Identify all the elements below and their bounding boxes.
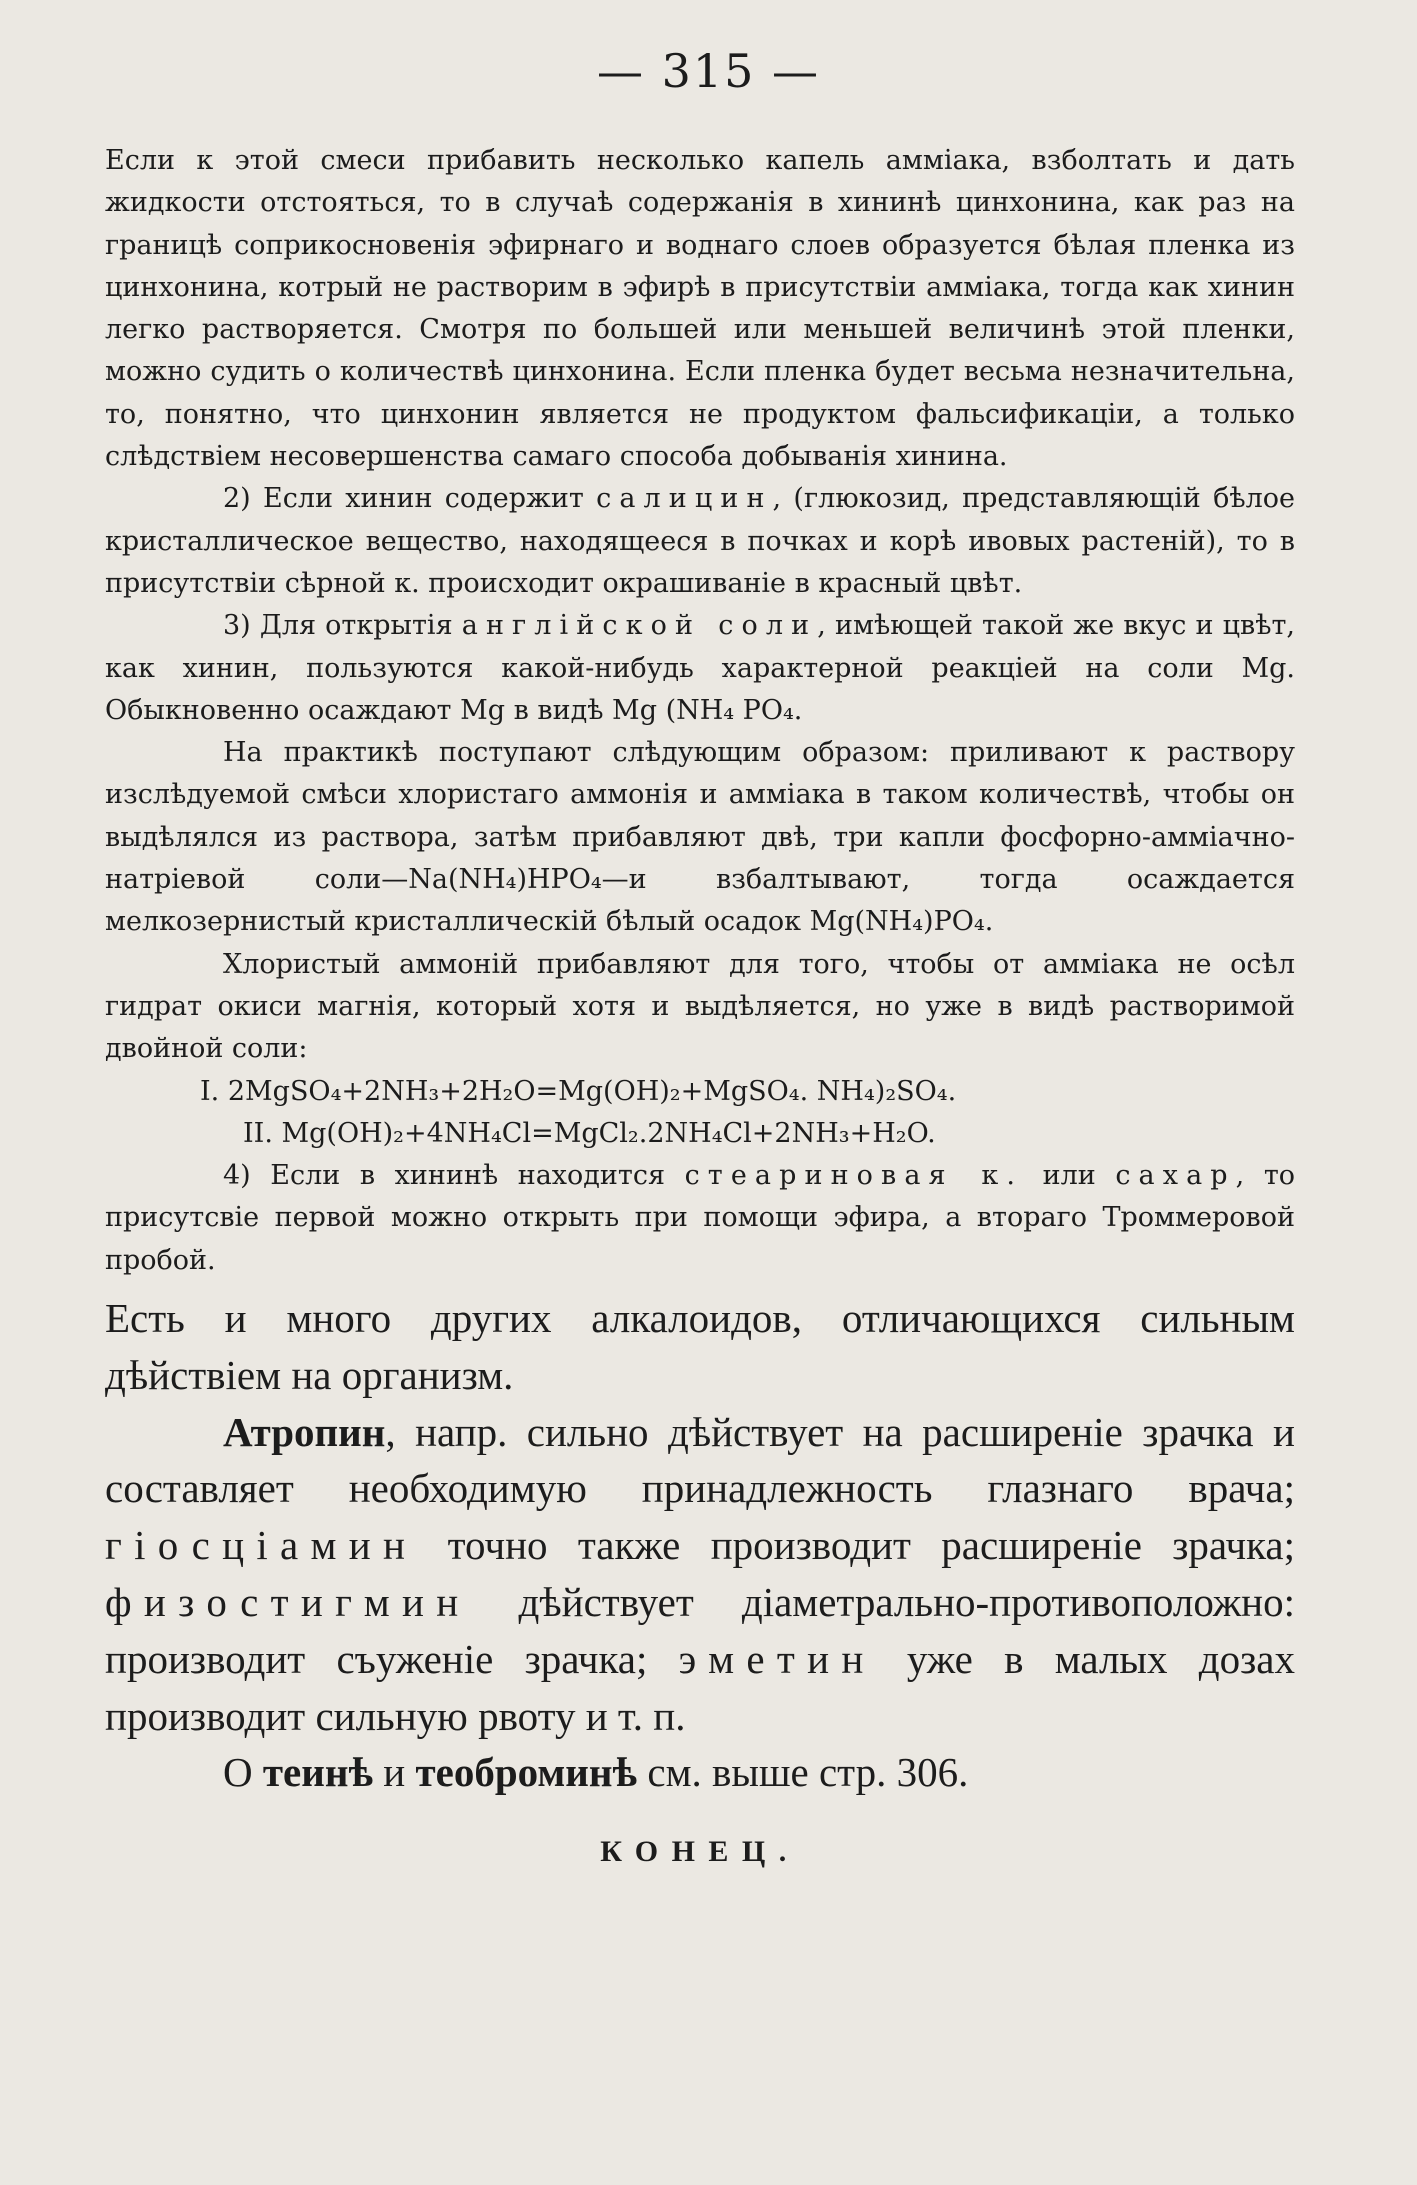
term-emetine: эметин: [678, 1635, 876, 1682]
term-physostigmine: физостигмин: [105, 1579, 471, 1625]
term-hyoscyamine: гіосціамин: [105, 1522, 418, 1569]
formula-2: II. Mg(OH)₂+4NH₄Cl=MgCl₂.2NH₄Cl+2NH₃+H₂O.: [243, 1117, 936, 1149]
text-run: 2) Если хинин содержит: [223, 483, 597, 515]
paragraph-practice: На практикѣ поступают слѣдующим образом: приливают к раствору изслѣдуемой смѣси хлористаго аммонія и амміака в таком количествѣ, чтобы он выдѣлялся из раствора, затѣм прибавляют двѣ, три капли фосфорно-амміачно-натріевой соли—Na(NH₄)HPO₄—и взбалтывают, тогда осаждается мелкозернистый кристаллическій бѣлый осадок Mg(NH₄)PO₄.: [105, 737, 1295, 938]
paragraph-other-alkaloids: Есть и много других алкалоидов, отличающихся сильным дѣйствіем на организм.: [105, 1295, 1295, 1398]
text-run: 4) Если в хининѣ находится: [223, 1160, 685, 1192]
page-number: — 315 —: [596, 44, 821, 98]
text-run: О: [223, 1749, 263, 1796]
paragraph-english-salt: [105, 605, 1295, 732]
paragraph-salicin: [105, 478, 1295, 605]
text-run: , напр. сильно дѣйствует на расширеніе зрачка и составляет необходимую принадлежность глазнаго врача;: [105, 1408, 1295, 1512]
formula-1: I. 2MgSO₄+2NH₃+2H₂O=Mg(OH)₂+MgSO₄. NH₄)₂SO₄.: [200, 1075, 957, 1107]
text-run: , имѣющей такой же вкус и цвѣт, как хинин, пользуются какой-нибудь характерной реакціей на соли Mg. Обыкновенно осаждают Mg в видѣ Mg (NH₄ PO₄.: [105, 610, 1295, 726]
term-atropine: Атропин: [223, 1408, 386, 1455]
term-sugar: сахар: [1115, 1160, 1236, 1192]
end-mark: КОНЕЦ.: [600, 1835, 800, 1869]
paragraph-ammonium-chloride: Хлористый аммоній прибавляют для того, чтобы от амміака не осѣл гидрат окиси магнія, который хотя и выдѣляется, но уже в видѣ растворимой двойной соли:: [105, 948, 1295, 1065]
large-print-section: [105, 1290, 1295, 1801]
text-run: , то присутсвіе первой можно открыть при помощи эфира, а втораго Троммеровой пробой.: [105, 1160, 1296, 1276]
text-run: уже в малых дозах производит сильную рвоту и т. п.: [105, 1635, 1295, 1739]
paragraph-cinchonine: Если к этой смеси прибавить несколько капель амміака, взболтать и дать жидкости отстояться, то в случаѣ содержанія в хининѣ цинхонина, как раз на границѣ соприкосновенія эфирнаго и воднаго слоев образуется бѣлая пленка из цинхонина, котрый не растворим в эфирѣ в присутствіи амміака, тогда как хинин легко растворяется. Смотря по большей или меньшей величинѣ этой пленки, можно судить о количествѣ цинхонина. Если пленка будет весьма незначительна, то, понятно, что цинхонин является не продуктом фальсификаціи, а только слѣдствіем несовершенства самаго способа добыванія хинина.: [105, 145, 1295, 473]
term-theine: теинѣ: [262, 1749, 374, 1796]
text-run: или: [1023, 1160, 1116, 1192]
paragraph-theine: [105, 1744, 1295, 1801]
text-run: см. выше стр. 306.: [637, 1749, 969, 1796]
page-body: [105, 140, 1295, 1869]
text-run: и: [373, 1749, 416, 1796]
text-run: точно также производит расширеніе зрачка;: [417, 1522, 1295, 1569]
term-salicin: салицин: [596, 483, 773, 515]
text-run: 3) Для открытія: [223, 610, 462, 642]
text-run: дѣйствует діаметрально-противоположно: производит съуженіе зрачка;: [105, 1579, 1295, 1682]
term-stearic-acid: стеариновая к.: [684, 1160, 1024, 1192]
term-english-salt: англійской соли: [461, 610, 818, 642]
text-run: , (глюкозид, представляющій бѣлое кристаллическое вещество, находящееся в почках и корѣ ивовых растеній), то в присутствіи сѣрной к. происходит окрашиваніе в красный цвѣт.: [105, 483, 1296, 599]
paragraph-atropine: [105, 1404, 1295, 1745]
small-print-section: [105, 140, 1295, 1282]
paragraph-stearic-sugar: [105, 1155, 1295, 1282]
term-theobromine: теоброминѣ: [415, 1749, 638, 1796]
